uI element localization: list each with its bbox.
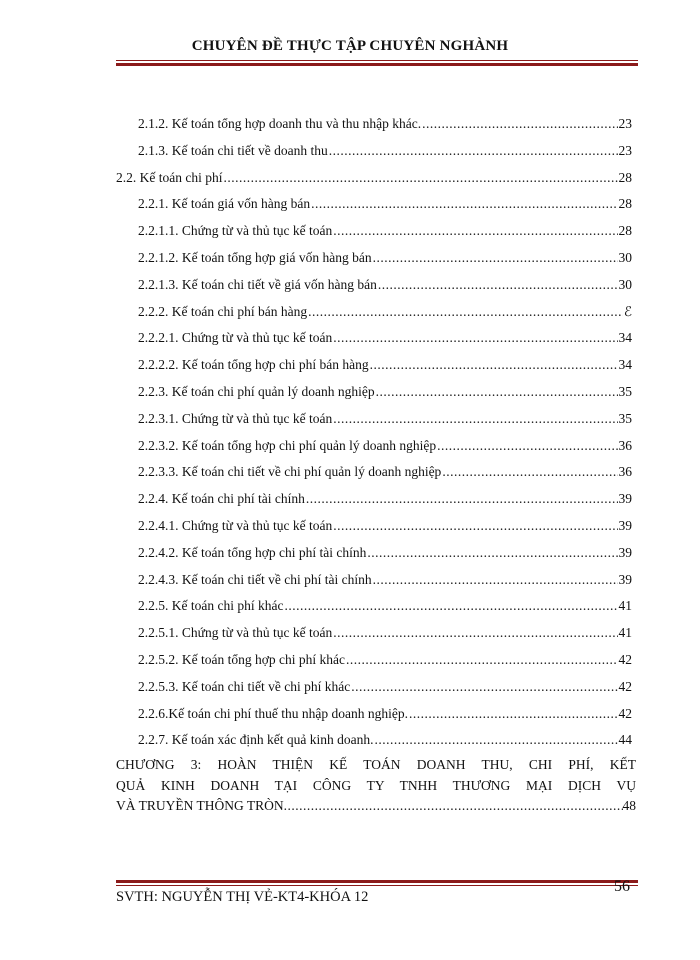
toc-entry-label: 2.2.4. Kế toán chi phí tài chính bbox=[138, 491, 305, 507]
toc-entry bbox=[138, 357, 632, 373]
toc-entry-page: 36 bbox=[618, 464, 632, 480]
toc-entry-label: 2.2.3.2. Kế toán tổng hợp chi phí quản lý doanh nghiệp bbox=[138, 437, 437, 453]
toc-entry bbox=[138, 572, 632, 588]
toc-entry bbox=[138, 384, 632, 400]
toc-leader-dots bbox=[333, 518, 617, 534]
toc-entry-page: ℰ bbox=[623, 303, 632, 319]
toc-leader-dots bbox=[308, 304, 623, 320]
toc-entry-label: 2.1.3. Kế toán chi tiết về doanh thu bbox=[138, 142, 328, 158]
header-title: CHUYÊN ĐỀ THỰC TẬP CHUYÊN NGHÀNH bbox=[191, 38, 509, 54]
toc-entry-label: 2.2.3. Kế toán chi phí quản lý doanh nghiệp bbox=[138, 384, 375, 399]
toc-leader-dots bbox=[351, 679, 617, 695]
toc-entry-page: 30 bbox=[618, 276, 632, 292]
toc-entry-page: 28 bbox=[618, 169, 632, 185]
toc-entry-page: 28 bbox=[618, 196, 632, 212]
toc-leader-dots bbox=[367, 545, 617, 561]
footer-rule-thick bbox=[116, 880, 638, 883]
toc-entry-label: 2.2.1. Kế toán giá vốn hàng bán bbox=[138, 196, 311, 212]
toc-entry-label: 2.2.1.3. Kế toán chi tiết về giá vốn hàng bán bbox=[138, 276, 377, 292]
toc-entry-label: 2.2.5. Kế toán chi phí khác bbox=[138, 598, 284, 614]
toc-leader-dots bbox=[333, 330, 617, 346]
toc-entry bbox=[138, 464, 632, 480]
toc-entry bbox=[138, 652, 632, 668]
toc-leader-dots bbox=[422, 116, 617, 132]
toc-entry-page: 44 bbox=[618, 732, 632, 748]
toc-entry bbox=[138, 196, 632, 212]
footer-rule-thin bbox=[116, 885, 638, 886]
chapter-leader-dots bbox=[284, 796, 623, 817]
toc-leader-dots bbox=[306, 491, 618, 507]
toc-leader-dots bbox=[373, 250, 618, 266]
toc-entry-label: 2.2.2.1. Chứng từ và thủ tục kế toán bbox=[138, 330, 333, 346]
chapter-line-3-label: VÀ TRUYỀN THÔNG TRÒN bbox=[116, 798, 284, 813]
toc-entry-label: 2.2.3.3. Kế toán chi tiết về chi phí quản lý doanh nghiệp bbox=[138, 464, 442, 480]
toc-leader-dots bbox=[373, 572, 618, 588]
toc-entry bbox=[138, 143, 632, 159]
toc-leader-dots bbox=[374, 732, 617, 748]
toc-entry-page: 42 bbox=[618, 652, 632, 667]
toc-entry-label: 2.2.4.2. Kế toán tổng hợp chi phí tài chính bbox=[138, 544, 367, 560]
toc-chapter-entry bbox=[116, 755, 636, 817]
toc-leader-dots bbox=[376, 384, 618, 400]
toc-entry bbox=[138, 116, 632, 132]
toc-entry-page: 41 bbox=[618, 625, 632, 641]
toc-entry-page: 23 bbox=[618, 142, 632, 158]
toc-entry bbox=[138, 598, 632, 614]
toc-entry bbox=[138, 545, 632, 561]
header-rule-thin bbox=[116, 60, 638, 61]
toc-entry bbox=[138, 518, 632, 534]
toc-entry-label: 2.2.4.3. Kế toán chi tiết về chi phí tài chính bbox=[138, 571, 372, 587]
toc-entry-label: 2.2.5.2. Kế toán tổng hợp chi phí khác bbox=[138, 652, 345, 667]
toc-entry-label: 2.2.5.1. Chứng từ và thủ tục kế toán bbox=[138, 625, 333, 641]
toc-entry bbox=[138, 679, 632, 695]
toc-entry bbox=[138, 250, 632, 266]
toc-entry-label: 2.2.3.1. Chứng từ và thủ tục kế toán bbox=[138, 410, 333, 426]
toc-leader-dots bbox=[346, 652, 618, 668]
toc-entry-page: 36 bbox=[618, 437, 632, 453]
toc-entry-page: 41 bbox=[618, 598, 632, 614]
toc-entry bbox=[116, 170, 632, 186]
toc-entry-page: 39 bbox=[618, 544, 632, 560]
toc-leader-dots bbox=[333, 411, 617, 427]
toc-entry bbox=[138, 438, 632, 454]
toc-entry-page: 39 bbox=[618, 518, 632, 533]
toc-leader-dots bbox=[223, 170, 617, 186]
toc-entry bbox=[138, 304, 632, 320]
toc-entry-label: 2.2.2.2. Kế toán tổng hợp chi phí bán hàng bbox=[138, 357, 369, 373]
toc-entry-page: 35 bbox=[618, 384, 632, 399]
toc-entry-page: 42 bbox=[618, 705, 632, 721]
toc-entry bbox=[138, 411, 632, 427]
toc-entry bbox=[138, 330, 632, 346]
toc-leader-dots bbox=[311, 196, 617, 212]
toc-leader-dots bbox=[437, 438, 617, 454]
toc-entry bbox=[138, 706, 632, 722]
toc-entry bbox=[138, 277, 632, 293]
toc-entry-page: 23 bbox=[618, 116, 632, 131]
toc-leader-dots bbox=[442, 464, 617, 480]
footer-author: SVTH: NGUYỄN THỊ VẺ-KT4-KHÓA 12 bbox=[116, 889, 369, 905]
toc-entry-label: 2.2. Kế toán chi phí bbox=[116, 169, 223, 185]
toc-entry-label: 2.2.1.1. Chứng từ và thủ tục kế toán bbox=[138, 223, 333, 239]
toc-entry-page: 42 bbox=[618, 678, 632, 694]
chapter-page: 48 bbox=[622, 798, 636, 813]
toc-leader-dots bbox=[378, 277, 618, 293]
toc-entry-label: 2.1.2. Kế toán tổng hợp doanh thu và thu nhập khác. bbox=[138, 116, 422, 131]
toc-entry-label: 2.2.2. Kế toán chi phí bán hàng bbox=[138, 303, 308, 319]
chapter-line-1: CHƯƠNG 3: HOÀN THIỆN KẾ TOÁN DOANH THU, CHI PHÍ, KẾT bbox=[116, 757, 636, 772]
chapter-line-2: QUẢ KINH DOANH TẠI CÔNG TY TNHH THƯƠNG MẠI DỊCH VỤ bbox=[116, 777, 636, 793]
toc-entry-label: 2.2.7. Kế toán xác định kết quả kinh doanh. bbox=[138, 732, 374, 748]
toc-entry-page: 39 bbox=[618, 571, 632, 587]
header-rule-thick bbox=[116, 63, 638, 66]
toc-entry-page: 34 bbox=[618, 330, 632, 346]
toc-leader-dots bbox=[370, 357, 618, 373]
toc-leader-dots bbox=[333, 625, 617, 641]
toc-entry-page: 35 bbox=[618, 410, 632, 426]
toc-entry bbox=[138, 625, 632, 641]
toc-leader-dots bbox=[409, 706, 618, 722]
toc-leader-dots bbox=[284, 598, 617, 614]
toc-entry-page: 28 bbox=[618, 223, 632, 239]
toc-entry bbox=[138, 491, 632, 507]
chapter-line-3 bbox=[116, 796, 636, 817]
toc-entry-label: 2.2.4.1. Chứng từ và thủ tục kế toán bbox=[138, 518, 333, 533]
toc-entry-label: 2.2.1.2. Kế toán tổng hợp giá vốn hàng bán bbox=[138, 250, 372, 265]
toc-entry-label: 2.2.5.3. Kế toán chi tiết về chi phí khác bbox=[138, 678, 351, 694]
toc-entry-page: 34 bbox=[618, 357, 632, 373]
toc-leader-dots bbox=[329, 143, 618, 159]
toc-leader-dots bbox=[333, 223, 617, 239]
toc-entry-label: 2.2.6.Kế toán chi phí thuế thu nhập doanh nghiệp. bbox=[138, 705, 408, 721]
toc-entry bbox=[138, 732, 632, 748]
page-number: 56 bbox=[614, 878, 630, 895]
toc-entry-page: 39 bbox=[618, 491, 632, 507]
toc-entry-page: 30 bbox=[618, 250, 632, 265]
toc-entry bbox=[138, 223, 632, 239]
